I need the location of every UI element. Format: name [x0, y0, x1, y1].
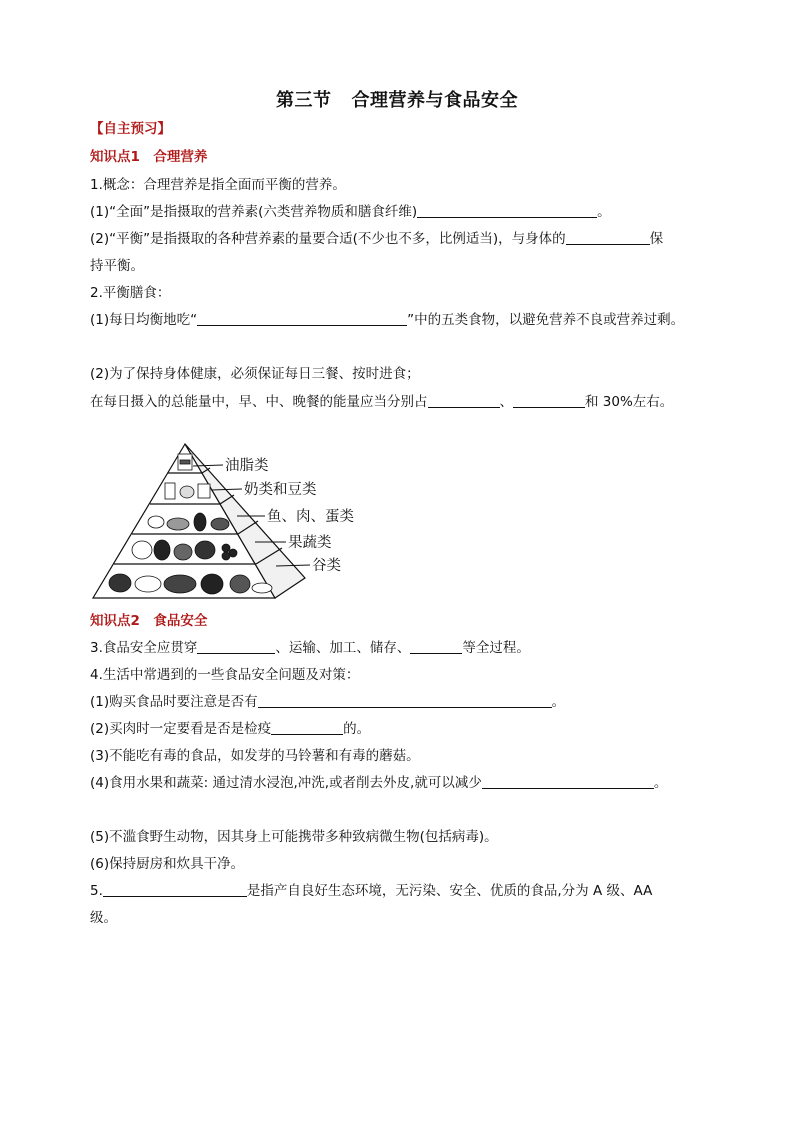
q4-2: (2)买肉时一定要看是否是检疫 的。 — [90, 721, 371, 737]
q3: 3.食品安全应贯穿 、运输、加工、储存、 等全过程。 — [90, 640, 530, 656]
answer-blank[interactable] — [197, 639, 275, 654]
knowledge-point-2-heading: 知识点2 食品安全 — [90, 613, 208, 629]
answer-blank[interactable] — [417, 203, 597, 218]
answer-blank[interactable] — [410, 639, 462, 654]
pyramid-label-dairy-beans: 奶类和豆类 — [244, 482, 317, 498]
q1-2-continued: 持平衡。 — [90, 258, 144, 274]
q4-3: (3)不能吃有毒的食品，如发芽的马铃薯和有毒的蘑菇。 — [90, 748, 420, 764]
q1-1: (1)“全面”是指摄取的营养素(六类营养物质和膳食纤维) 。 — [90, 204, 611, 220]
answer-blank[interactable] — [428, 393, 500, 408]
answer-blank[interactable] — [103, 882, 247, 897]
q5: 5. 是指产自良好生态环境，无污染、安全、优质的食品,分为 A 级、AA — [90, 883, 653, 899]
section-title: 合理营养与食品安全 — [351, 90, 518, 111]
q1-2: (2)“平衡”是指摄取的各种营养素的量要合适(不少也不多，比例适当)，与身体的 保 — [90, 231, 664, 247]
answer-blank[interactable] — [566, 230, 650, 245]
q4-heading: 4.生活中常遇到的一些食品安全问题及对策： — [90, 667, 360, 683]
q4-1: (1)购买食品时要注意是否有 。 — [90, 694, 566, 710]
page-title — [0, 86, 794, 112]
answer-blank[interactable] — [271, 720, 343, 735]
answer-blank[interactable] — [258, 693, 552, 708]
q4-6: (6)保持厨房和炊具干净。 — [90, 856, 245, 872]
q2-2: (2)为了保持身体健康，必须保证每日三餐、按时进食； — [90, 366, 420, 382]
q2-heading: 2.平衡膳食： — [90, 285, 171, 301]
food-pyramid-image — [90, 438, 370, 603]
pyramid-label-oils: 油脂类 — [225, 458, 269, 474]
answer-blank[interactable] — [513, 393, 585, 408]
q5-continued: 级。 — [90, 910, 117, 926]
pyramid-label-grains: 谷类 — [312, 558, 341, 574]
q2-3: 在每日摄入的总能量中，早、中、晚餐的能量应当分别占 、 和 30%左右。 — [90, 394, 674, 410]
answer-blank[interactable] — [197, 311, 407, 326]
answer-blank[interactable] — [482, 774, 654, 789]
pyramid-label-fish-meat-eggs: 鱼、肉、蛋类 — [267, 509, 354, 525]
q2-1: (1)每日均衡地吃“ ”中的五类食物，以避免营养不良或营养过剩。 — [90, 312, 685, 328]
pyramid-label-fruits-vegetables: 果蔬类 — [288, 535, 332, 551]
section-number: 第三节 — [276, 90, 332, 111]
preview-tag: 【自主预习】 — [90, 121, 171, 137]
q4-4: (4)食用水果和蔬菜: 通过清水浸泡,冲洗,或者削去外皮,就可以减少 。 — [90, 775, 668, 791]
q1-concept: 1.概念：合理营养是指全面而平衡的营养。 — [90, 177, 346, 193]
knowledge-point-1-heading: 知识点1 合理营养 — [90, 149, 208, 165]
q4-5: (5)不滥食野生动物，因其身上可能携带多种致病微生物(包括病毒)。 — [90, 829, 498, 845]
